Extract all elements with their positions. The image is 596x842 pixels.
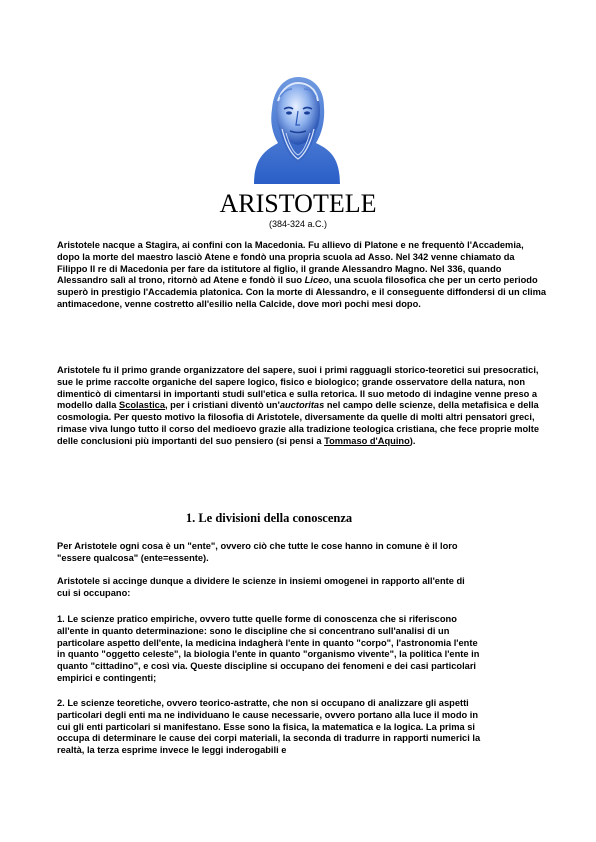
section-heading: 1. Le divisioni della conoscenza [185, 511, 353, 525]
liceo-italic: Liceo [304, 275, 329, 286]
list-item-scienze-teoretiche: 2. Le scienze teoretiche, ovvero teorico-astratte, che non si occupano di analizzare gli aspetti particolari degli enti ma ne individuano le cause necessarie, ovvero portano alla luce il modo in cui gli enti particolari si manifestano. Esse sono la fisica, la matematica e la logica. La prima si occupa di determinare le cause dei corpi materiali, la seconda di tradurre in rapporti numerici la realtà, la terza esprime invece le leggi inderogabili e [57, 698, 481, 756]
aristotle-portrait-image [248, 71, 346, 184]
page-title: ARISTOTELE [219, 189, 377, 218]
section-paragraph-ente: Per Aristotele ogni cosa è un "ente", ovvero ciò che tutte le cose hanno in comune è il loro "essere qualcosa" (ente=essente). [57, 541, 458, 563]
list-item-scienze-pratiche: 1. Le scienze pratico empiriche, ovvero tutte quelle forme di conoscenza che si riferiscono all'ente in quanto determinazione: sono le discipline che si concentrano sull'analisi di un particolare aspetto dell'ente, la medicina indagherà l'ente in quanto "corpo", l'astronomia l'ente in quanto "oggetto celeste", la biologia l'ente in quanto "organismo vivente", la politica l'ente in quanto "cittadino", e così via. Queste discipline si occupano dei fenomeni e dei casi particolari empirici e contingenti; [57, 614, 480, 683]
section-paragraph-division: Aristotele si accinge dunque a dividere le scienze in insiemi omogenei in rapporto all'ente di cui si occupano: [57, 576, 465, 598]
biography-paragraph-2: Aristotele fu il primo grande organizzatore del sapere, suoi i primi ragguagli storico-teoretici sui presocratici, sue le prime raccolte organiche del sapere logico, fisico e biologico; grande osservatore della natura, non dimenticò di cimentarsi in importanti studi sull'etica e sulla retorica. Il suo metodo di indagine venne preso a modello dalla Scolastica, per i cristiani diventò un'auctoritas nel campo delle scienze, della metafisica e della cosmologia. Per questo motivo la filosofia di Aristotele, diversamente da quelle di molti altri pensatori greci, rimase viva lungo tutto il corso del medioevo grazie alla tradizione teologica cristiana, che fece proprie molte delle conclusioni più importanti del suo pensiero (si pensi a Tommaso d'Aquino). [57, 365, 540, 446]
auctoritas-italic: auctoritas [279, 400, 325, 411]
tommaso-daquino-link[interactable]: Tommaso d'Aquino [324, 435, 410, 446]
biography-paragraph-1: Aristotele nacque a Stagira, ai confini con la Macedonia. Fu allievo di Platone e ne frequentò l'Accademia, dopo la morte del maestro lasciò Atene e fondò una propria scuola ad Asso. Nel 342 venne chiamato da Filippo II re di Macedonia per fare da istitutore al figlio, il grande Alessandro Magno. Nel 336, quando Alessandro salì al trono, ritornò ad Atene e fondò il suo Liceo, una scuola filosofica che per un certo periodo superò in prestigio l'Accademia platonica. Con la morte di Alessandro, e il conseguente diffondersi di un clima antimacedone, venne costretto all'esilio nella Calcide, dove morì pochi mesi dopo. [57, 240, 547, 309]
life-dates: (384-324 a.C.) [268, 219, 328, 229]
scolastica-link[interactable]: Scolastica [119, 400, 165, 411]
